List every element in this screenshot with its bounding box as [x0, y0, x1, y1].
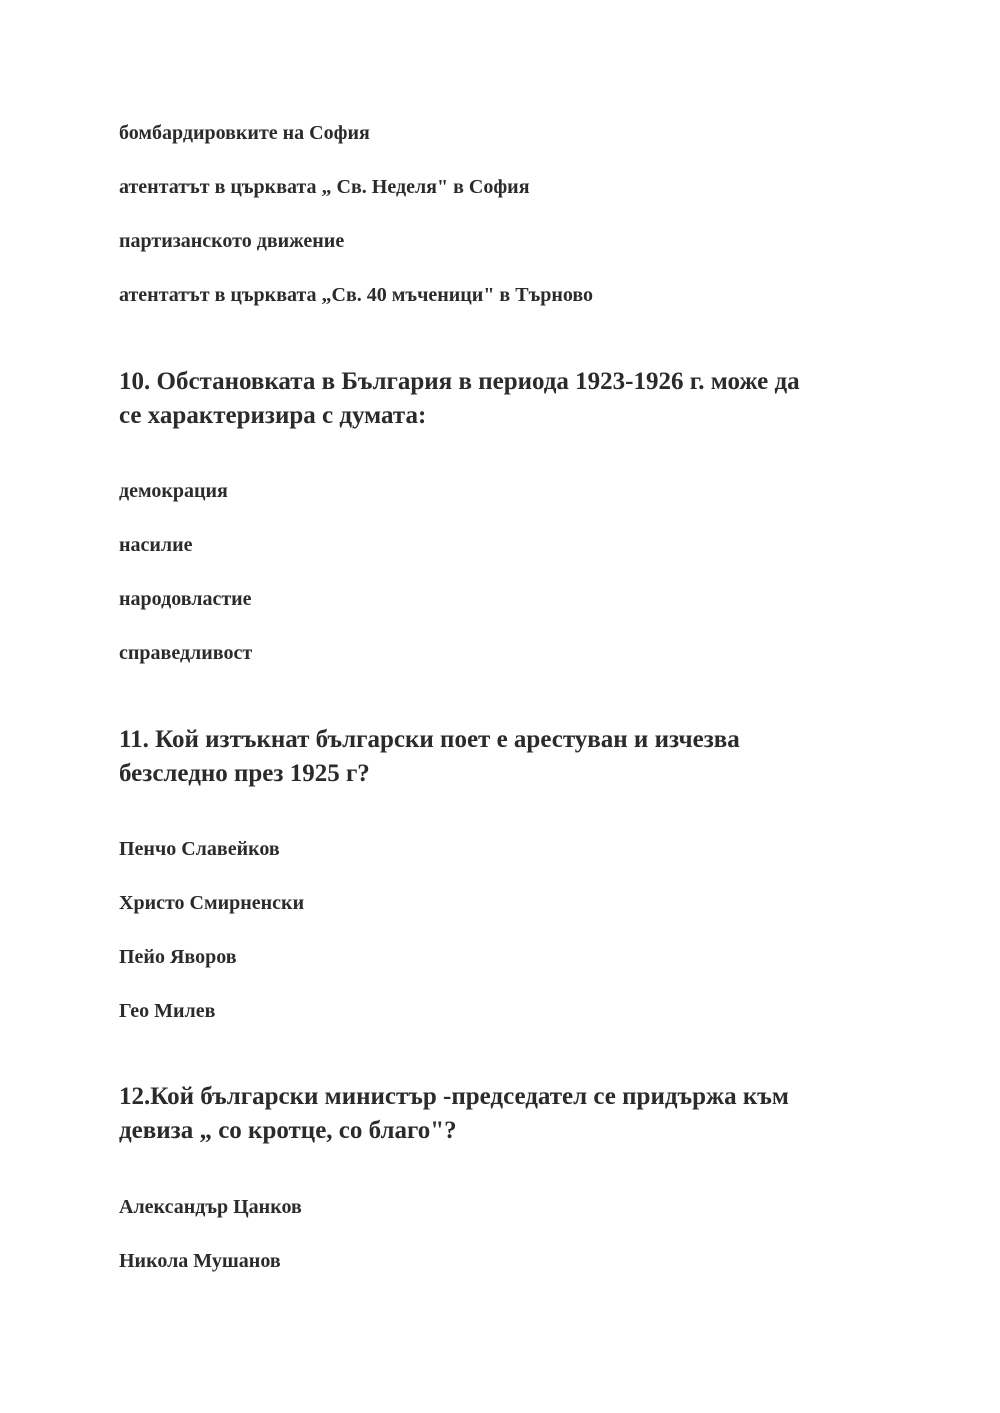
answer-option[interactable]: Христо Смирненски [119, 892, 305, 914]
question-12-text [119, 1080, 899, 1148]
answer-option[interactable]: Гео Милев [119, 1000, 216, 1022]
question-line: девиза „ со кротце, со благо"? [119, 1117, 457, 1144]
answer-option[interactable]: партизанското движение [119, 230, 345, 252]
question-11-text [119, 723, 899, 791]
answer-option[interactable]: бомбардировките на София [119, 122, 370, 144]
answer-option[interactable]: справедливост [119, 642, 253, 664]
question-line: 12.Кой български министър -председател се придържа към [119, 1083, 789, 1110]
answer-option[interactable]: демокрация [119, 480, 228, 502]
question-line: безследно през 1925 г? [119, 760, 370, 787]
question-line: 10. Обстановката в България в периода 1923-1926 г. може да [119, 368, 800, 395]
answer-option[interactable]: Пейо Яворов [119, 946, 237, 968]
answer-option[interactable]: Александър Цанков [119, 1196, 302, 1218]
answer-option[interactable]: Никола Мушанов [119, 1250, 281, 1272]
answer-option[interactable]: насилие [119, 534, 193, 556]
question-line: се характеризира с думата: [119, 402, 427, 429]
answer-option[interactable]: народовластие [119, 588, 252, 610]
question-10-text [119, 365, 899, 433]
answer-option[interactable]: атентатът в църквата „Св. 40 мъченици" в Търново [119, 284, 594, 306]
answer-option[interactable]: атентатът в църквата „ Св. Неделя" в София [119, 176, 530, 198]
question-line: 11. Кой изтъкнат български поет е арестуван и изчезва [119, 726, 740, 753]
answer-option[interactable]: Пенчо Славейков [119, 838, 280, 860]
